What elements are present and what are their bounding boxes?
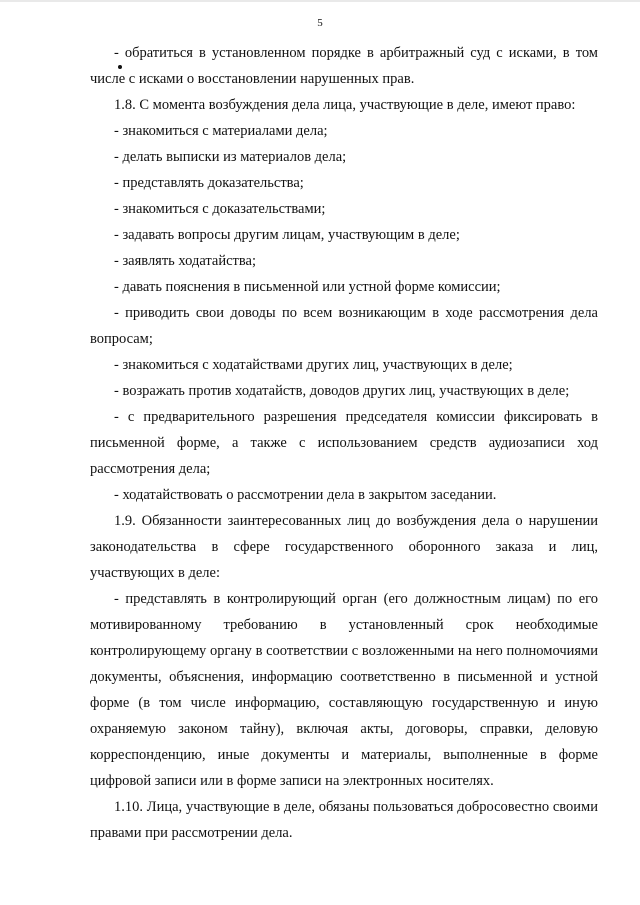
paragraph-dash-item: - обратиться в установленном порядке в арбитражный суд с исками, в том числе с исками о восстановлении нарушенных прав. <box>90 45 598 87</box>
scan-top-edge <box>0 0 640 2</box>
paragraph-section-1-9: 1.9. Обязанности заинтересованных лиц до возбуждения дела о нарушении законодательства в сфере государственного оборонного заказа и лиц, участвующих в деле: <box>90 513 598 581</box>
paragraph-dash-item: - приводить свои доводы по всем возникающим в ходе рассмотрения дела вопросам; <box>90 305 598 347</box>
document-body <box>90 40 598 846</box>
paragraph-dash-item: - знакомиться с ходатайствами других лиц, участвующих в деле; <box>114 357 513 373</box>
paragraph-dash-item: - задавать вопросы другим лицам, участвующим в деле; <box>114 227 460 243</box>
paragraph-dash-item: - ходатайствовать о рассмотрении дела в закрытом заседании. <box>114 487 497 503</box>
paragraph-dash-item: - представлять в контролирующий орган (его должностным лицам) по его мотивированному требованию в установленный срок необходимые контролирующему органу в соответствии с возложенными на него полномочиями документы, объяснения, информацию соответственно в письменной и устной форме (в том числе информацию, составляющую государственную и иную охраняемую законом тайну), включая акты, договоры, справки, деловую корреспонденцию, иные документы и материалы, выполненные в форме цифровой записи или в форме записи на электронных носителях. <box>90 591 598 789</box>
paragraph-dash-item: - знакомиться с доказательствами; <box>114 201 326 217</box>
paragraph-dash-item: - возражать против ходатайств, доводов других лиц, участвующих в деле; <box>114 383 570 399</box>
paragraph-dash-item: - заявлять ходатайства; <box>114 253 256 269</box>
paragraph-section-1-10: 1.10. Лица, участвующие в деле, обязаны пользоваться добросовестно своими правами при рассмотрении дела. <box>90 799 598 841</box>
page-number: 5 <box>317 17 323 29</box>
paragraph-section-1-8: 1.8. С момента возбуждения дела лица, участвующие в деле, имеют право: <box>114 97 576 113</box>
paragraph-dash-item: - знакомиться с материалами дела; <box>114 123 328 139</box>
paragraph-dash-item: - с предварительного разрешения председателя комиссии фиксировать в письменной форме, а также с использованием средств аудиозаписи ход рассмотрения дела; <box>90 409 598 477</box>
paragraph-dash-item: - представлять доказательства; <box>114 175 304 191</box>
paragraph-dash-item: - делать выписки из материалов дела; <box>114 149 347 165</box>
paragraph-dash-item: - давать пояснения в письменной или устной форме комиссии; <box>114 279 501 295</box>
